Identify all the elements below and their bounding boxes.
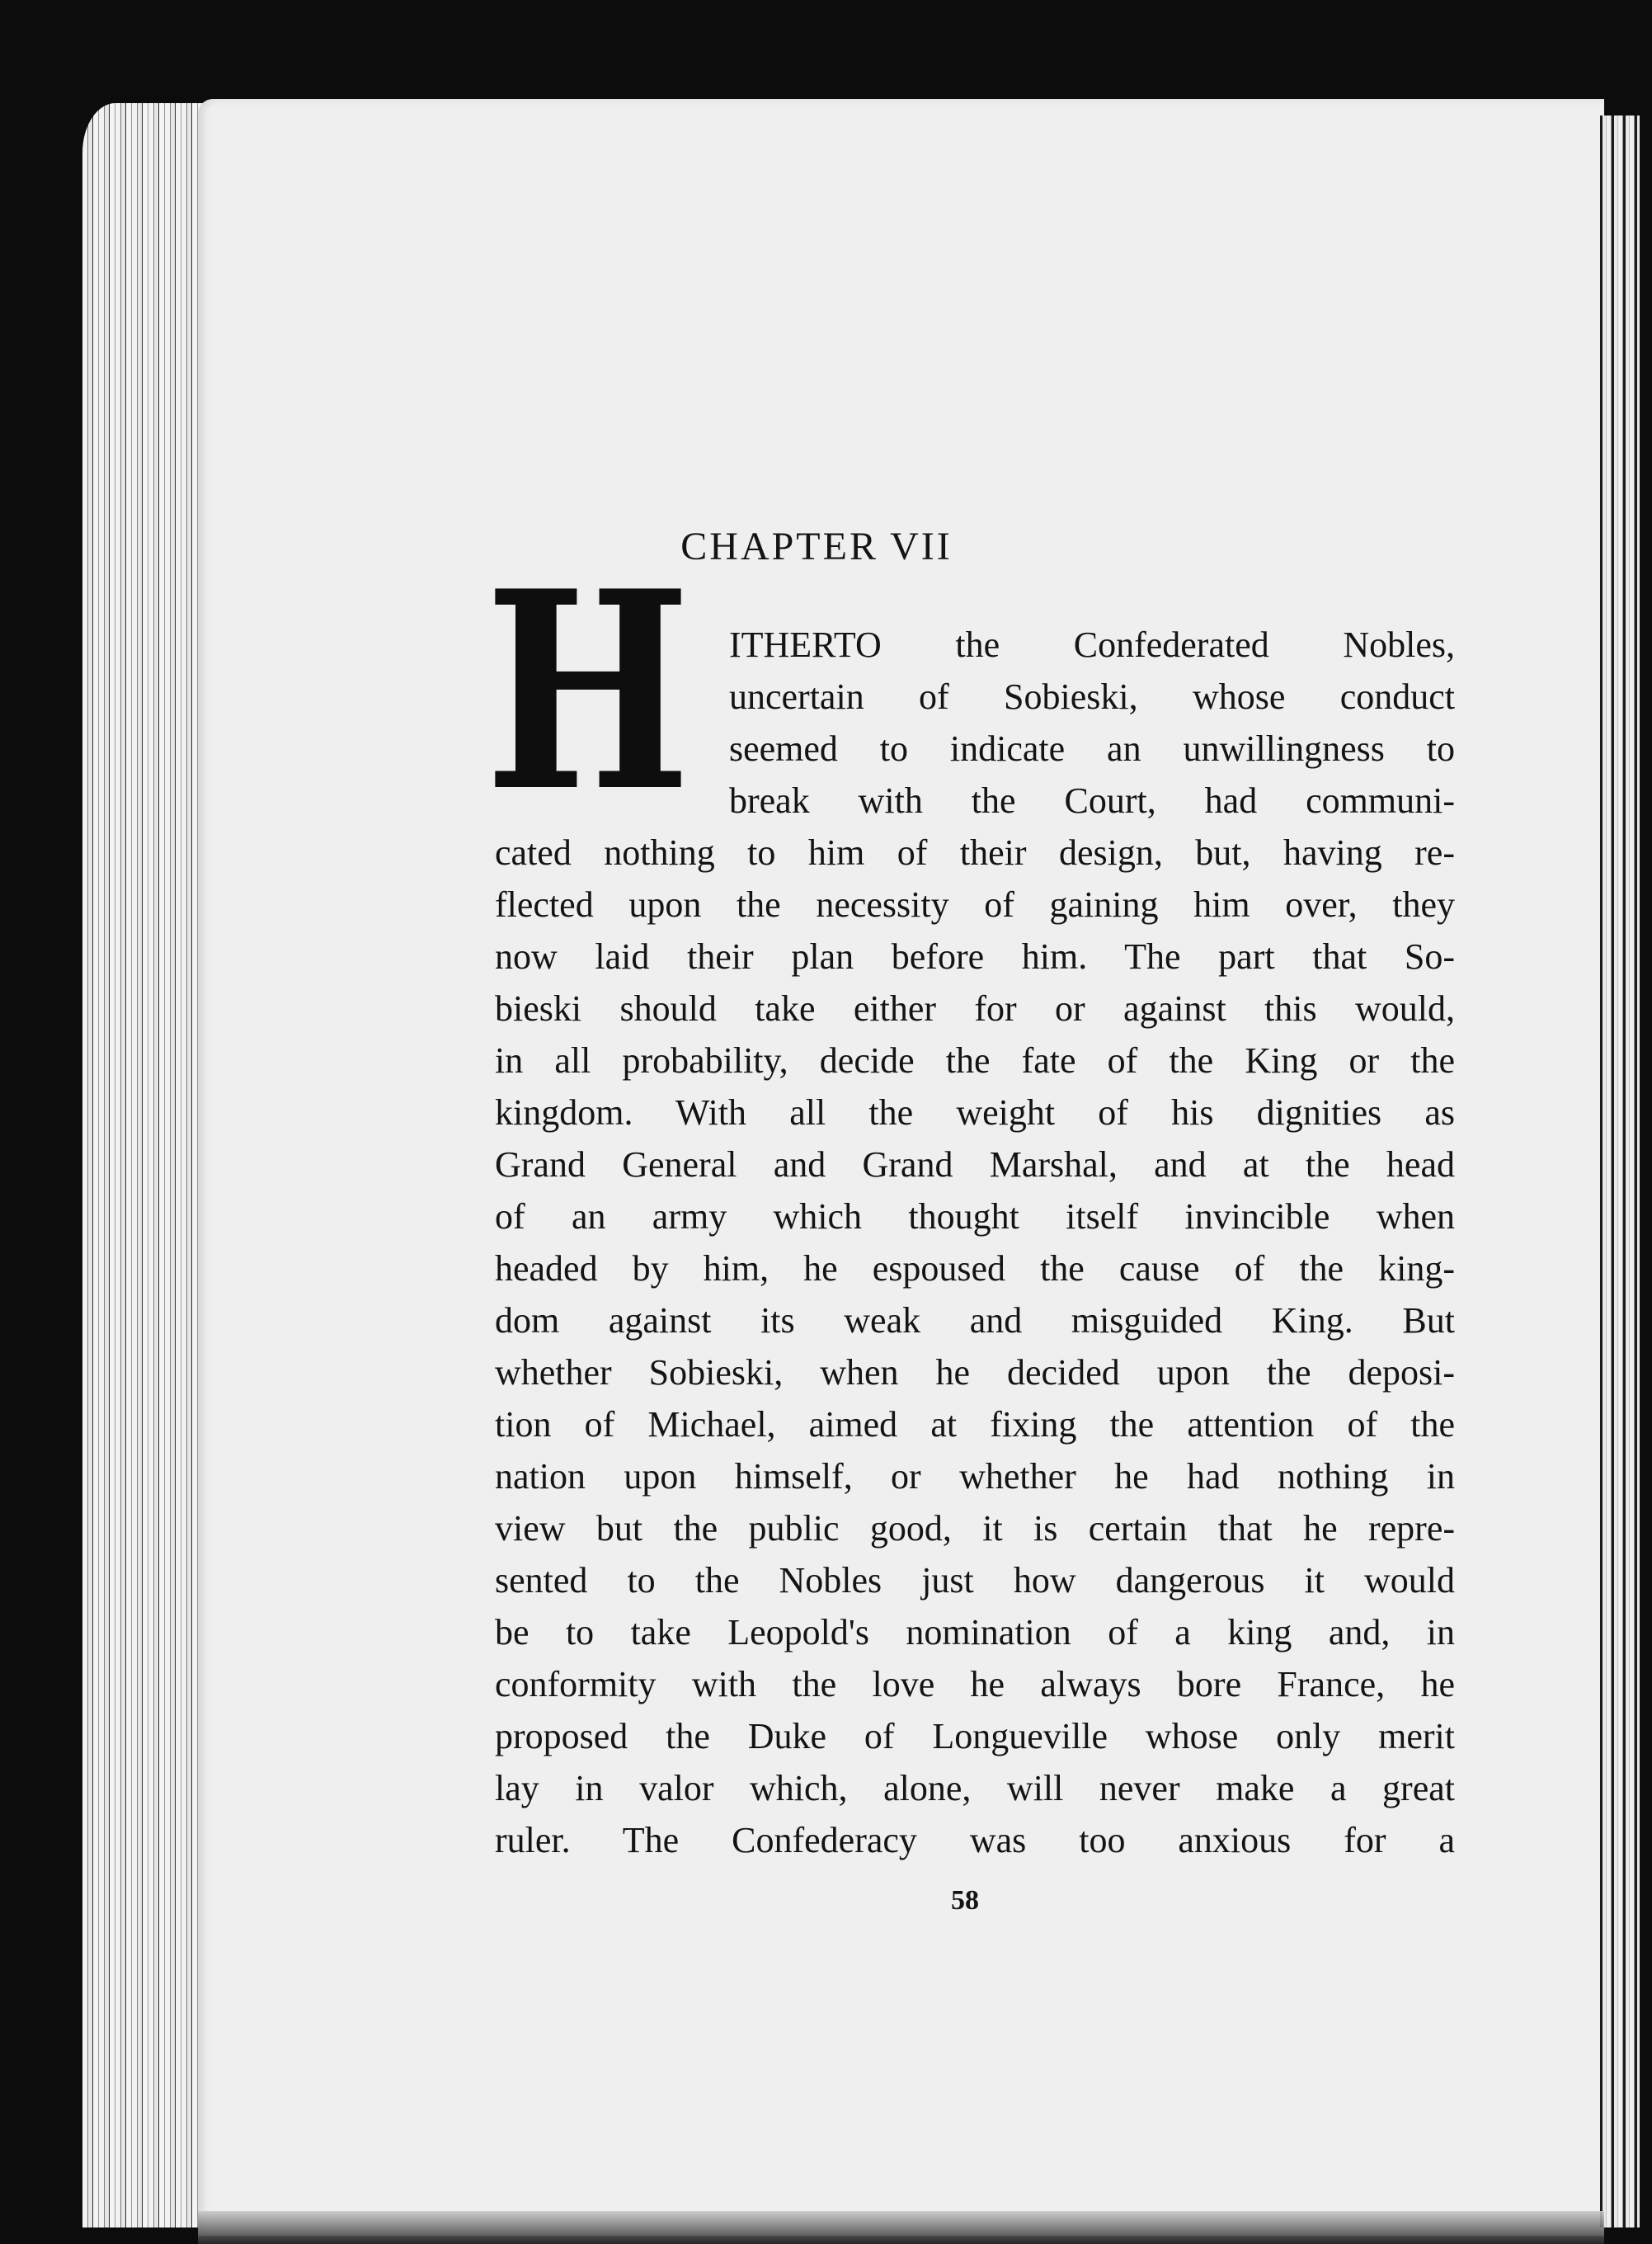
text-line: break with the Court, had communi- (729, 780, 1455, 821)
text-line: cated nothing to him of their design, but, having re- (495, 832, 1455, 873)
drop-cap-initial: H (485, 531, 691, 851)
text-line: be to take Leopold's nomination of a king and, in (495, 1612, 1455, 1652)
text-line: ITHERTO the Confederated Nobles, (729, 625, 1455, 665)
page-number: 58 (951, 1885, 979, 1916)
text-line: lay in valor which, alone, will never make a great (495, 1768, 1455, 1808)
text-line: Grand General and Grand Marshal, and at the head (495, 1144, 1455, 1185)
text-line: uncertain of Sobieski, whose conduct (729, 676, 1455, 717)
text-line: tion of Michael, aimed at fixing the attention of the (495, 1404, 1455, 1445)
text-line: bieski should take either for or against this would, (495, 988, 1455, 1029)
chapter-title: CHAPTER VII (680, 525, 953, 568)
text-line: nation upon himself, or whether he had nothing in (495, 1456, 1455, 1497)
text-line: view but the public good, it is certain that he repre- (495, 1508, 1455, 1549)
text-line: of an army which thought itself invincible when (495, 1196, 1455, 1237)
text-line: sented to the Nobles just how dangerous it would (495, 1560, 1455, 1600)
text-line: whether Sobieski, when he decided upon the deposi- (495, 1352, 1455, 1393)
text-line: kingdom. With all the weight of his dignities as (495, 1092, 1455, 1133)
text-line: headed by him, he espoused the cause of the king- (495, 1248, 1455, 1289)
text-line: ruler. The Confederacy was too anxious for a (495, 1820, 1455, 1860)
text-line: seemed to indicate an unwillingness to (729, 728, 1455, 769)
text-line: dom against its weak and misguided King. But (495, 1300, 1455, 1341)
text-line: flected upon the necessity of gaining him over, they (495, 884, 1455, 925)
text-line: conformity with the love he always bore France, he (495, 1664, 1455, 1704)
bottom-page-shadow (198, 2211, 1604, 2244)
right-page-edges (1600, 116, 1640, 2228)
text-line: now laid their plan before him. The part that So- (495, 936, 1455, 977)
text-line: in all probability, decide the fate of the King or the (495, 1040, 1455, 1081)
text-line: proposed the Duke of Longueville whose only merit (495, 1716, 1455, 1756)
